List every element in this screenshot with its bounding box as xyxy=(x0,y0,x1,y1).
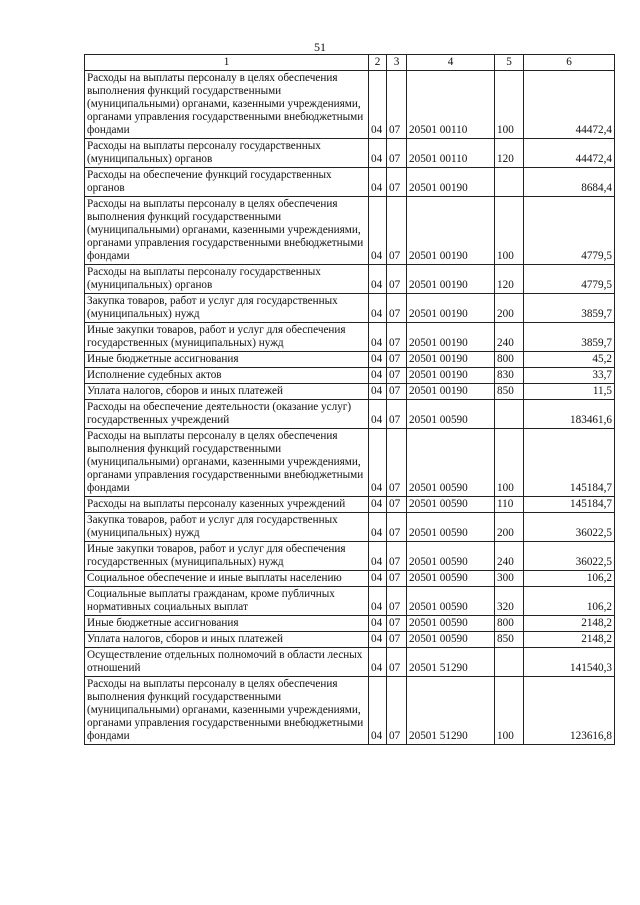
row-section: 04 xyxy=(369,168,387,197)
row-section: 04 xyxy=(369,352,387,368)
row-amount: 3859,7 xyxy=(524,294,615,323)
row-subsection: 07 xyxy=(387,400,407,429)
table-body xyxy=(85,71,615,745)
table-row xyxy=(85,632,615,648)
row-name: Расходы на выплаты персоналу государственных (муниципальных) органов xyxy=(85,139,369,168)
row-amount: 4779,5 xyxy=(524,265,615,294)
row-expense-type: 200 xyxy=(495,294,524,323)
table-row xyxy=(85,648,615,677)
row-subsection: 07 xyxy=(387,632,407,648)
row-target-article: 20501 00590 xyxy=(407,587,495,616)
row-subsection: 07 xyxy=(387,368,407,384)
row-amount: 3859,7 xyxy=(524,323,615,352)
row-name: Иные закупки товаров, работ и услуг для обеспечения государственных (муниципальных) нужд xyxy=(85,542,369,571)
row-section: 04 xyxy=(369,71,387,139)
row-subsection: 07 xyxy=(387,265,407,294)
table-row xyxy=(85,571,615,587)
row-amount: 145184,7 xyxy=(524,497,615,513)
row-expense-type: 240 xyxy=(495,323,524,352)
row-subsection: 07 xyxy=(387,648,407,677)
row-amount: 183461,6 xyxy=(524,400,615,429)
row-subsection: 07 xyxy=(387,384,407,400)
row-name: Уплата налогов, сборов и иных платежей xyxy=(85,632,369,648)
row-name: Осуществление отдельных полномочий в области лесных отношений xyxy=(85,648,369,677)
row-name: Расходы на выплаты персоналу в целях обеспечения выполнения функций государственными (муниципальными) органами, казенными учреждениями, органами управления государственными внебюджетными фондами xyxy=(85,197,369,265)
row-expense-type: 830 xyxy=(495,368,524,384)
row-amount: 123616,8 xyxy=(524,677,615,745)
row-name: Закупка товаров, работ и услуг для государственных (муниципальных) нужд xyxy=(85,513,369,542)
table-row xyxy=(85,677,615,745)
row-section: 04 xyxy=(369,648,387,677)
row-name: Уплата налогов, сборов и иных платежей xyxy=(85,384,369,400)
row-target-article: 20501 00190 xyxy=(407,368,495,384)
row-section: 04 xyxy=(369,139,387,168)
table-row xyxy=(85,168,615,197)
row-expense-type: 100 xyxy=(495,197,524,265)
row-expense-type: 240 xyxy=(495,542,524,571)
table-row xyxy=(85,368,615,384)
row-name: Социальное обеспечение и иные выплаты населению xyxy=(85,571,369,587)
table-row xyxy=(85,429,615,497)
row-subsection: 07 xyxy=(387,197,407,265)
table-row xyxy=(85,294,615,323)
row-amount: 106,2 xyxy=(524,571,615,587)
col-header: 4 xyxy=(407,55,495,71)
row-expense-type: 320 xyxy=(495,587,524,616)
row-target-article: 20501 00590 xyxy=(407,542,495,571)
row-section: 04 xyxy=(369,368,387,384)
table-row xyxy=(85,265,615,294)
row-section: 04 xyxy=(369,265,387,294)
row-target-article: 20501 00590 xyxy=(407,571,495,587)
row-section: 04 xyxy=(369,294,387,323)
row-subsection: 07 xyxy=(387,542,407,571)
col-header: 2 xyxy=(369,55,387,71)
row-subsection: 07 xyxy=(387,587,407,616)
row-target-article: 20501 00590 xyxy=(407,400,495,429)
table-row xyxy=(85,384,615,400)
row-subsection: 07 xyxy=(387,323,407,352)
row-subsection: 07 xyxy=(387,513,407,542)
row-section: 04 xyxy=(369,513,387,542)
row-target-article: 20501 00590 xyxy=(407,497,495,513)
row-expense-type: 100 xyxy=(495,677,524,745)
table-row xyxy=(85,139,615,168)
row-target-article: 20501 00110 xyxy=(407,71,495,139)
row-target-article: 20501 51290 xyxy=(407,677,495,745)
row-subsection: 07 xyxy=(387,616,407,632)
table-row xyxy=(85,71,615,139)
row-section: 04 xyxy=(369,400,387,429)
row-expense-type xyxy=(495,648,524,677)
col-header: 5 xyxy=(495,55,524,71)
row-amount: 44472,4 xyxy=(524,71,615,139)
row-target-article: 20501 00590 xyxy=(407,632,495,648)
row-subsection: 07 xyxy=(387,168,407,197)
row-amount: 11,5 xyxy=(524,384,615,400)
row-name: Иные бюджетные ассигнования xyxy=(85,616,369,632)
row-section: 04 xyxy=(369,632,387,648)
row-target-article: 20501 00590 xyxy=(407,429,495,497)
row-name: Расходы на выплаты персоналу государственных (муниципальных) органов xyxy=(85,265,369,294)
row-amount: 45,2 xyxy=(524,352,615,368)
table-row xyxy=(85,587,615,616)
row-name: Расходы на выплаты персоналу в целях обеспечения выполнения функций государственными (муниципальными) органами, казенными учреждениями, органами управления государственными внебюджетными фондами xyxy=(85,71,369,139)
row-section: 04 xyxy=(369,384,387,400)
budget-table xyxy=(84,54,615,745)
row-expense-type xyxy=(495,400,524,429)
page-number: 51 xyxy=(314,40,326,54)
col-header: 1 xyxy=(85,55,369,71)
row-section: 04 xyxy=(369,587,387,616)
row-target-article: 20501 00190 xyxy=(407,265,495,294)
row-expense-type: 850 xyxy=(495,632,524,648)
row-expense-type: 100 xyxy=(495,71,524,139)
row-target-article: 20501 00190 xyxy=(407,197,495,265)
row-section: 04 xyxy=(369,323,387,352)
row-subsection: 07 xyxy=(387,294,407,323)
row-amount: 145184,7 xyxy=(524,429,615,497)
row-name: Расходы на выплаты персоналу в целях обеспечения выполнения функций государственными (муниципальными) органами, казенными учреждениями, органами управления государственными внебюджетными фондами xyxy=(85,429,369,497)
row-target-article: 20501 00110 xyxy=(407,139,495,168)
row-name: Расходы на выплаты персоналу в целях обеспечения выполнения функций государственными (муниципальными) органами, казенными учреждениями, органами управления государственными внебюджетными фондами xyxy=(85,677,369,745)
row-expense-type: 300 xyxy=(495,571,524,587)
row-amount: 4779,5 xyxy=(524,197,615,265)
row-expense-type: 100 xyxy=(495,429,524,497)
row-section: 04 xyxy=(369,616,387,632)
row-amount: 141540,3 xyxy=(524,648,615,677)
row-target-article: 20501 00190 xyxy=(407,294,495,323)
row-amount: 36022,5 xyxy=(524,542,615,571)
table-row xyxy=(85,400,615,429)
row-name: Расходы на обеспечение функций государственных органов xyxy=(85,168,369,197)
row-amount: 106,2 xyxy=(524,587,615,616)
row-expense-type: 850 xyxy=(495,384,524,400)
row-name: Закупка товаров, работ и услуг для государственных (муниципальных) нужд xyxy=(85,294,369,323)
row-amount: 33,7 xyxy=(524,368,615,384)
row-expense-type: 800 xyxy=(495,352,524,368)
row-name: Расходы на обеспечение деятельности (оказание услуг) государственных учреждений xyxy=(85,400,369,429)
row-amount: 2148,2 xyxy=(524,616,615,632)
row-target-article: 20501 00190 xyxy=(407,323,495,352)
row-section: 04 xyxy=(369,571,387,587)
row-target-article: 20501 00190 xyxy=(407,168,495,197)
row-section: 04 xyxy=(369,497,387,513)
col-header: 3 xyxy=(387,55,407,71)
table-row xyxy=(85,197,615,265)
table-row xyxy=(85,513,615,542)
row-section: 04 xyxy=(369,429,387,497)
table-row xyxy=(85,616,615,632)
row-amount: 2148,2 xyxy=(524,632,615,648)
row-subsection: 07 xyxy=(387,571,407,587)
table-row xyxy=(85,352,615,368)
row-subsection: 07 xyxy=(387,497,407,513)
row-target-article: 20501 00590 xyxy=(407,513,495,542)
col-header: 6 xyxy=(524,55,615,71)
row-expense-type: 120 xyxy=(495,265,524,294)
row-target-article: 20501 00190 xyxy=(407,352,495,368)
row-expense-type: 200 xyxy=(495,513,524,542)
row-section: 04 xyxy=(369,542,387,571)
row-section: 04 xyxy=(369,677,387,745)
row-subsection: 07 xyxy=(387,677,407,745)
row-name: Социальные выплаты гражданам, кроме публичных нормативных социальных выплат xyxy=(85,587,369,616)
row-target-article: 20501 00190 xyxy=(407,384,495,400)
row-target-article: 20501 00590 xyxy=(407,616,495,632)
row-expense-type: 120 xyxy=(495,139,524,168)
row-target-article: 20501 51290 xyxy=(407,648,495,677)
table-row xyxy=(85,542,615,571)
row-section: 04 xyxy=(369,197,387,265)
row-name: Иные закупки товаров, работ и услуг для обеспечения государственных (муниципальных) нужд xyxy=(85,323,369,352)
row-subsection: 07 xyxy=(387,429,407,497)
row-expense-type: 800 xyxy=(495,616,524,632)
row-expense-type: 110 xyxy=(495,497,524,513)
row-amount: 44472,4 xyxy=(524,139,615,168)
row-subsection: 07 xyxy=(387,139,407,168)
row-name: Иные бюджетные ассигнования xyxy=(85,352,369,368)
row-name: Расходы на выплаты персоналу казенных учреждений xyxy=(85,497,369,513)
row-subsection: 07 xyxy=(387,71,407,139)
header-row xyxy=(85,55,615,71)
table-row xyxy=(85,497,615,513)
table-row xyxy=(85,323,615,352)
row-name: Исполнение судебных актов xyxy=(85,368,369,384)
row-amount: 36022,5 xyxy=(524,513,615,542)
row-amount: 8684,4 xyxy=(524,168,615,197)
row-subsection: 07 xyxy=(387,352,407,368)
row-expense-type xyxy=(495,168,524,197)
